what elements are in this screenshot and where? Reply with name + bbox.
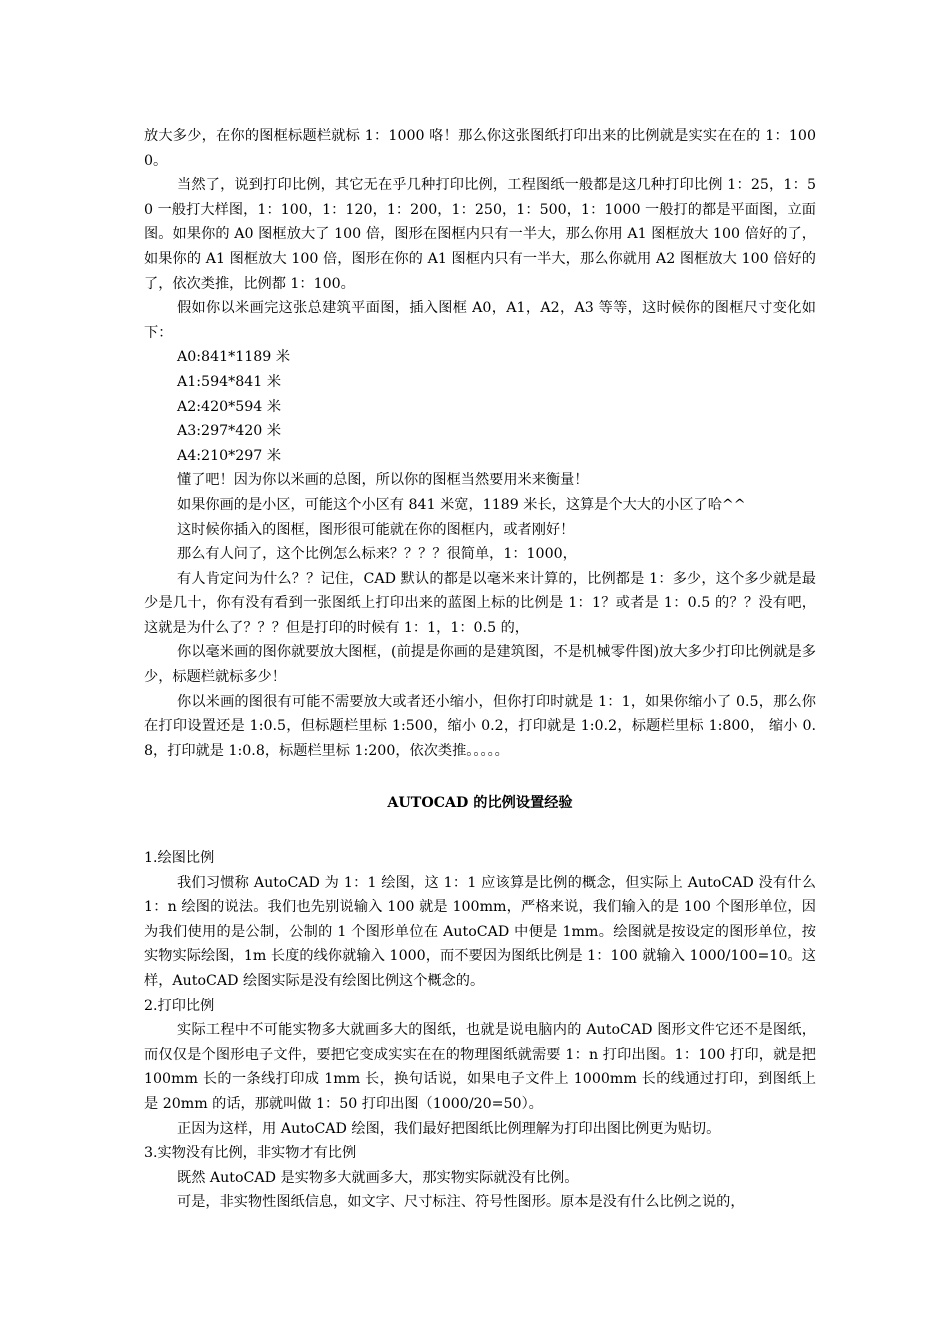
- frame-size-a2: A2:420*594 米: [177, 398, 282, 415]
- frame-size-a1: A1:594*841 米: [177, 373, 282, 390]
- section-title-drawing-scale: 1.绘图比例: [144, 850, 215, 867]
- paragraph-print-scale-2: 正因为这样，用 AutoCAD 绘图，我们最好把图纸比例理解为打印出图比例更为贴切。: [177, 1120, 721, 1137]
- section-title-object-scale: 3.实物没有比例，非实物才有比例: [144, 1145, 357, 1162]
- paragraph-continued: 放大多少，在你的图框标题栏就标 1：1000 咯！那么你这张图纸打印出来的比例就是实实在在的 1：1000。: [144, 128, 816, 169]
- paragraph-object-scale-1: 既然 AutoCAD 是实物多大就画多大，那实物实际就没有比例。: [177, 1169, 579, 1186]
- paragraph-meter: 你以米画的图很有可能不需要放大或者还小缩小，但你打印时就是 1：1，如果你缩小了 0.5，那么你在打印设置还是 1:0.5，但标题栏里标 1:500，缩小 0.2，打印就是 1:0.2，标题栏里标 1:800， 缩小 0.8，打印就是 1:0.8，标题栏里标 1:200，依次类推。。。。。: [144, 693, 816, 759]
- paragraph-print-scale: 当然了，说到打印比例，其它无在乎几种打印比例，工程图纸一般都是这几种打印比例 1：25，1：50 一般打大样图，1：100，1：120，1：200，1：250，1：500，1：1000 一般打的都是平面图，立面图。如果你的 A0 图框放大了 100 倍，图形在图框内只有一半大，那么你用 A1 图框放大 100 倍好的了，如果你的 A1 图框放大 100 倍，图形在你的 A1 图框内只有一半大，那么你就用 A2 图框放大 100 倍好的了，依次类推，比例都 1：100。: [144, 177, 816, 292]
- paragraph-drawing-scale: 我们习惯称 AutoCAD 为 1：1 绘图，这 1：1 应该算是比例的概念，但实际上 AutoCAD 没有什么 1：n 绘图的说法。我们也先别说输入 100 就是 100mm，严格来说，我们输入的是 100 个图形单位，因为我们使用的是公制，公制的 1 个图形单位在 AutoCAD 中便是 1mm。绘图就是按设定的图形单位，按实物实际绘图，1m 长度的线你就输入 1000，而不要因为图纸比例是 1：100 就输入 1000/100=10。这样，AutoCAD 绘图实际是没有绘图比例这个概念的。: [144, 874, 816, 989]
- frame-size-a0: A0:841*1189 米: [177, 349, 291, 366]
- paragraph-understand: 懂了吧！因为你以米画的总图，所以你的图框当然要用米来衡量！: [177, 472, 589, 489]
- section-heading: AUTOCAD 的比例设置经验: [387, 795, 573, 812]
- frame-size-a4: A4:210*297 米: [177, 447, 282, 464]
- paragraph-how-to-mark: 那么有人问了，这个比例怎么标来？？？？很简单，1：1000，: [177, 546, 577, 563]
- paragraph-print-scale-1: 实际工程中不可能实物多大就画多大的图纸，也就是说电脑内的 AutoCAD 图形文件它还不是图纸，而仅仅是个图形电子文件，要把它变成实实在在的物理图纸就需要 1：n 打印出图。1：100 打印，就是把 100mm 长的一条线打印成 1mm 长，换句话说，如果电子文件上 1000mm 长的线通过打印，到图纸上是 20mm 的话，那就叫做 1：50 打印出图（1000/20=50）。: [144, 1022, 816, 1112]
- section-title-print-scale: 2.打印比例: [144, 997, 215, 1014]
- paragraph-object-scale-2: 可是，非实物性图纸信息，如文字、尺寸标注、符号性图形。原本是没有什么比例之说的，: [177, 1194, 745, 1211]
- paragraph-why: 有人肯定问为什么？？记住，CAD 默认的都是以毫米来计算的，比例都是 1：多少，这个多少就是最少是几十，你有没有看到一张图纸上打印出来的蓝图上标的比例是 1：1？或者是 1：0.5 的？？没有吧，这就是为什么了？？？但是打印的时候有 1：1，1：0.5 的，: [144, 570, 816, 636]
- document-body: [144, 124, 816, 1215]
- paragraph-millimeter: 你以毫米画的图你就要放大图框，(前提是你画的是建筑图，不是机械零件图)放大多少打印比例就是多少，标题栏就标多少！: [144, 644, 816, 686]
- frame-size-a3: A3:297*420 米: [177, 423, 282, 440]
- paragraph-community: 如果你画的是小区，可能这个小区有 841 米宽，1189 米长，这算是个大大的小区了哈^^: [177, 496, 746, 513]
- paragraph-insert-frame: 这时候你插入的图框，图形很可能就在你的图框内，或者刚好！: [177, 521, 575, 538]
- paragraph-frame-sizes-intro: 假如你以米画完这张总建筑平面图，插入图框 A0，A1，A2，A3 等等，这时候你的图框尺寸变化如下：: [144, 300, 816, 341]
